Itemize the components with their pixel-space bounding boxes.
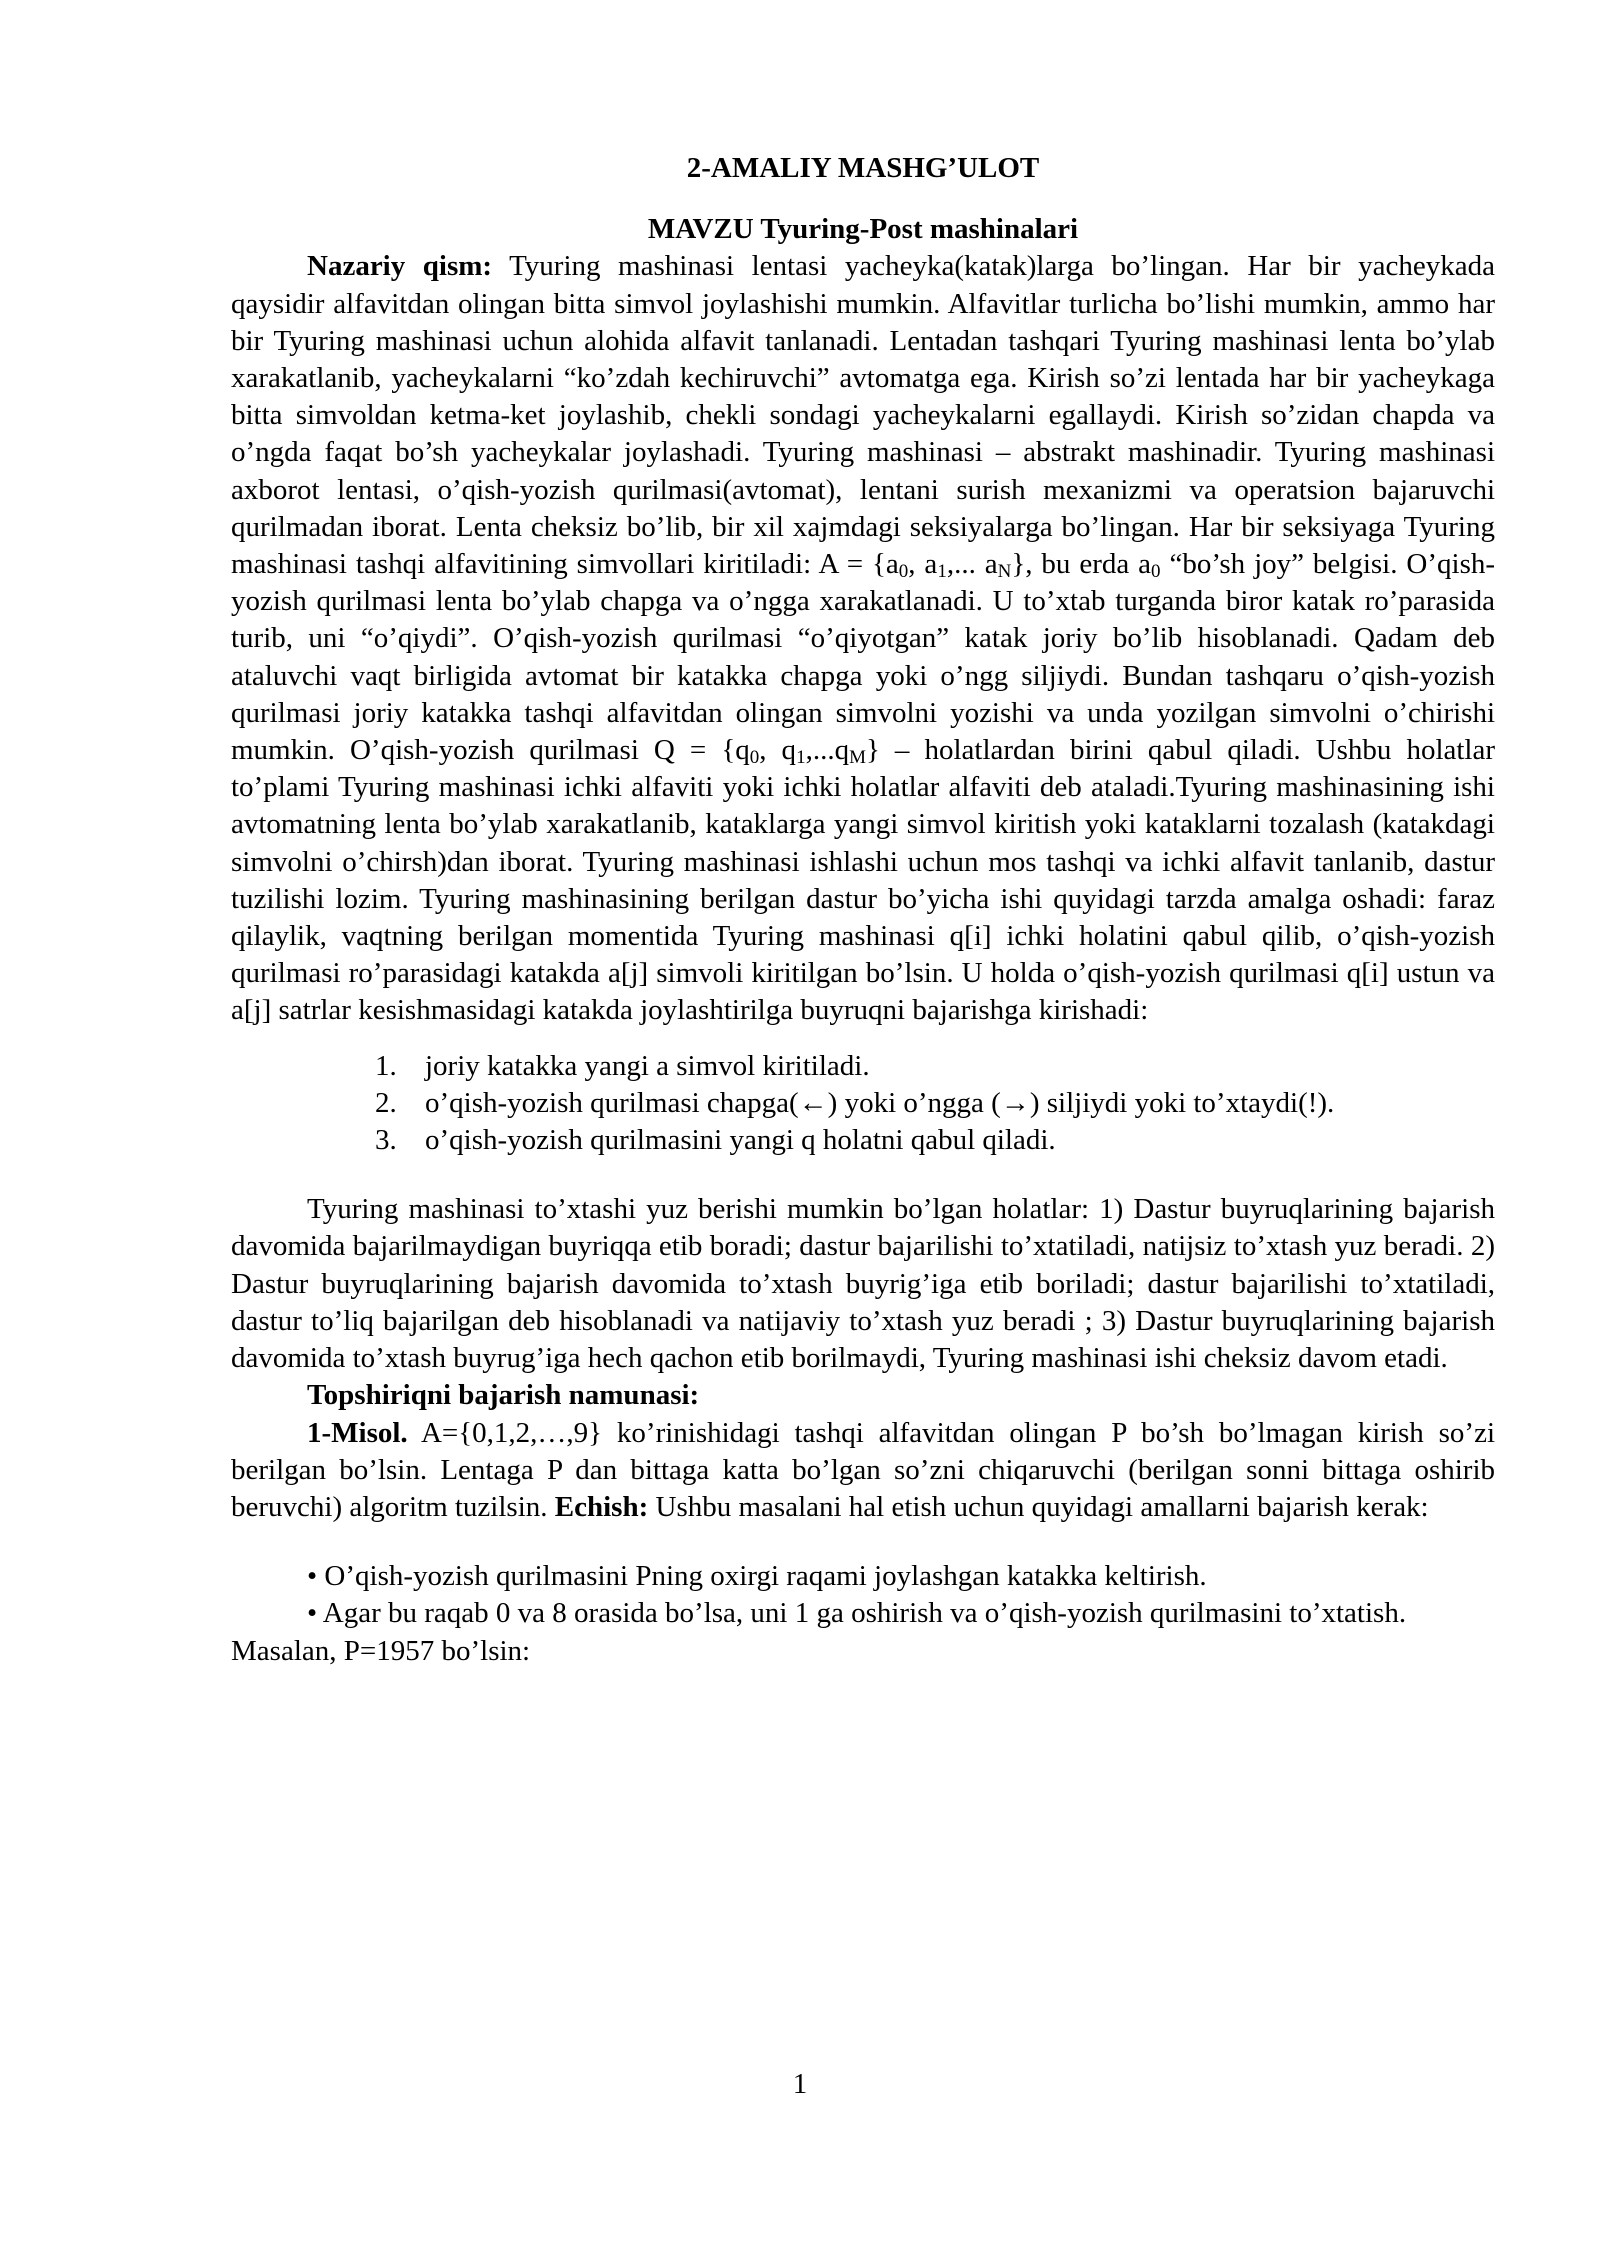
theory-text-6: , q xyxy=(759,734,797,767)
bullet-icon: • xyxy=(307,1560,318,1593)
spacer xyxy=(231,1159,1495,1191)
subscript-qM: M xyxy=(849,747,866,769)
theory-text-1: Tyuring mashinasi lentasi yacheyka(katak)larga bo’lingan. Har bir yacheykada qaysidir alfavitdan olingan bitta simvol joylashishi mumkin. Alfavitlar turlicha bo’lishi mumkin, ammo har bir Tyuring mashinasi uchun alohida alfavit tanlanadi. Lentadan tashqari Tyuring mashinasi lenta bo’ylab xarakatlanib, yacheykalarni “ko’zdah kechiruvchi” avtomatga ega. Kirish so’zi lentada har bir yacheykaga bitta simvoldan ketma-ket joylashib, chekli sondagi yacheykalarni egallaydi. Kirish so’zidan chapda va o’ngda faqat bo’sh yacheykalar joylashadi. Tyuring mashinasi – abstrakt mashinadir. Tyuring mashinasi axborot lentasi, o’qish-yozish qurilmasi(avtomat), lentani surish mexanizmi va operatsion bajaruvchi qurilmadan iborat. Lenta cheksiz bo’lib, bir xil xajmdagi seksiyalarga bo’lingan. Har bir seksiyaga Tyuring mashinasi tashqi alfavitining simvollari kiritiladi: A = {a xyxy=(231,250,1495,581)
bullet-icon: • xyxy=(307,1597,318,1630)
theory-text-5: “bo’sh joy” belgisi. O’qish-yozish qurilmasi lenta bo’ylab chapga va o’ngga xarakatlanadi. U to’xtab turganda biror katak ro’parasida turib, uni “o’qiydi”. O’qish-yozish qurilmasi “o’qiyotgan” katak joriy bo’lib hisoblanadi. Qadam deb ataluvchi vaqt birligida avtomat bir katakka chapga yoki o’ngg siljiydi. Bundan tashqaru o’qish-yozish qurilmasi joriy katakka tashqi alfavitdan olingan simvolni yozishi va unda yozilgan simvolni o’chirishi mumkin. O’qish-yozish qurilmasi Q = {q xyxy=(231,548,1496,767)
list-item-text: joriy katakka yangi a simvol kiritiladi. xyxy=(425,1049,870,1082)
theory-text-7: ,...q xyxy=(805,734,850,767)
list-item xyxy=(231,1122,1495,1159)
list-item-number: 3. xyxy=(375,1124,397,1157)
subscript-aN: N xyxy=(997,561,1012,583)
example-label: 1-Misol. xyxy=(307,1416,408,1449)
theory-text-8: } – holatlardan birini qabul qiladi. Ushbu holatlar to’plami Tyuring mashinasi ichki alfaviti yoki ichki holatlar alfaviti deb ataladi.Tyuring mashinasining ishi avtomatning lenta bo’ylab xarakatlanib, kataklarga yangi simvol kiritish yoki kataklarni tozalash (katakdagi simvolni o’chirsh)dan iborat. Tyuring mashinasi ishlashi uchun mos tashqi va ichki alfavit tanlanib, dastur tuzilishi lozim. Tyuring mashinasining berilgan dastur bo’yicha ishi quyidagi tarzda amalga oshadi: faraz qilaylik, vaqtning berilgan momentida Tyuring mashinasi q[i] ichki holatini qabul qilib, o’qish-yozish qurilmasi ro’parasidagi katakda a[j] simvoli kiritilgan bo’lsin. U holda o’qish-yozish qurilmasi q[i] ustun va a[j] satrlar kesishmasidagi katakda joylashtirilga buyruqni bajarishga kirishadi: xyxy=(231,734,1496,1027)
sample-heading xyxy=(231,1377,1495,1414)
bullet-item xyxy=(231,1595,1495,1669)
command-steps-list xyxy=(231,1048,1495,1160)
page-content xyxy=(231,150,1495,1670)
solution-label: Echish: xyxy=(554,1490,649,1523)
theory-text-4: }, bu erda a xyxy=(1011,548,1152,581)
theory-text-2: , a xyxy=(908,548,938,581)
page-title: 2-AMALIY MASHG’ULOT xyxy=(686,152,1040,184)
bullet-item xyxy=(231,1558,1495,1595)
subscript-q0: 0 xyxy=(749,747,760,769)
list-item xyxy=(231,1085,1495,1122)
example-paragraph xyxy=(231,1415,1495,1527)
subscript-a0: 0 xyxy=(898,561,909,583)
page-number: 1 xyxy=(792,2068,808,2100)
list-item-number: 2. xyxy=(375,1086,397,1119)
list-item-number: 1. xyxy=(375,1049,397,1082)
spacer xyxy=(231,1526,1495,1558)
example-text-2: Ushbu masalani hal etish uchun quyidagi amallarni bajarish kerak: xyxy=(648,1490,1429,1523)
theory-paragraph xyxy=(231,248,1495,1029)
list-item xyxy=(231,1048,1495,1085)
theory-label: Nazariy qism: xyxy=(307,250,493,283)
example-text-1: A={0,1,2,…,9} ko’rinishidagi tashqi alfavitdan olingan P bo’sh bo’lmagan kirish so’zi berilgan bo’lsin. Lentaga P dan bittaga katta bo’lgan so’zni chiqaruvchi (berilgan sonni bittaga oshirib beruvchi) algoritm tuzilsin. xyxy=(231,1416,1495,1523)
subscript-q1: 1 xyxy=(796,747,806,769)
theory-text-3: ,... a xyxy=(946,548,998,581)
subscript-a0-blank: 0 xyxy=(1151,561,1161,583)
list-item-text: o’qish-yozish qurilmasi chapga(←) yoki o’ngga (→) siljiydi yoki to’xtaydi(!). xyxy=(425,1086,1335,1119)
list-item-text: o’qish-yozish qurilmasini yangi q holatni qabul qiladi. xyxy=(425,1124,1056,1157)
stop-conditions-paragraph: Tyuring mashinasi to’xtashi yuz berishi mumkin bo’lgan holatlar: 1) Dastur buyruqlarining bajarish davomida bajarilmaydigan buyriqqa etib boradi; dastur bajarilishi to’xtatiladi, natijsiz to’xtash yuz beradi. 2) Dastur buyruqlarining bajarish davomida to’xtash buyrig’iga etib boriladi; dastur bajarilishi to’xtatiladi, dastur to’liq bajarilgan deb hisoblanadi va natijaviy to’xtash yuz beradi ; 3) Dastur buyruqlarining bajarish davomida to’xtash buyrug’iga hech qachon etib borilmaydi, Tyuring mashinasi ishi cheksiz davom etadi. xyxy=(231,1193,1495,1375)
bullet-text: Agar bu raqab 0 va 8 orasida bo’lsa, uni 1 ga oshirish va o’qish-yozish qurilmasini to’xtatish. Masalan, P=1957 bo’lsin: xyxy=(231,1597,1407,1667)
sample-heading-text: Topshiriqni bajarish namunasi: xyxy=(307,1379,700,1412)
subscript-a1: 1 xyxy=(937,561,947,583)
page-subtitle: MAVZU Tyuring-Post mashinalari xyxy=(647,213,1079,246)
bullet-text: O’qish-yozish qurilmasini Pning oxirgi raqami joylashgan katakka keltirish. xyxy=(317,1560,1207,1593)
